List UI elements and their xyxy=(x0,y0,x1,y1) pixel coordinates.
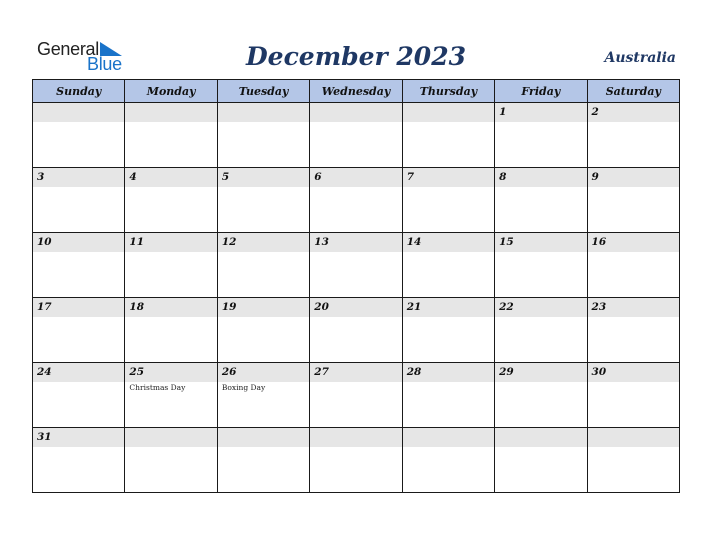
day-number-bar xyxy=(218,298,309,317)
day-number: 6 xyxy=(314,171,322,183)
day-number-bar xyxy=(218,103,309,122)
day-cell xyxy=(217,168,309,233)
day-cell xyxy=(310,363,402,428)
day-cell xyxy=(217,298,309,363)
weekday-friday: Friday xyxy=(495,80,587,103)
day-number-bar xyxy=(33,298,124,317)
day-number: 29 xyxy=(499,366,514,378)
country-label: Australia xyxy=(604,50,676,66)
day-cell xyxy=(587,168,679,233)
day-cell xyxy=(402,363,494,428)
day-cell xyxy=(217,233,309,298)
day-number: 1 xyxy=(499,106,507,118)
day-cell xyxy=(310,233,402,298)
holiday-label: Christmas Day xyxy=(129,383,186,392)
day-number: 4 xyxy=(129,171,137,183)
day-number-bar xyxy=(495,428,586,447)
day-number-bar xyxy=(33,233,124,252)
day-cell xyxy=(402,233,494,298)
day-cell xyxy=(587,103,679,168)
day-cell xyxy=(495,363,587,428)
day-number: 5 xyxy=(221,171,230,183)
day-number: 22 xyxy=(499,301,514,313)
day-cell xyxy=(310,428,402,493)
day-number-bar xyxy=(125,233,216,252)
day-number: 3 xyxy=(37,171,45,183)
weekday-wednesday: Wednesday xyxy=(310,80,402,103)
brand-logo xyxy=(37,38,137,74)
day-number: 24 xyxy=(37,366,52,378)
day-number-bar xyxy=(588,168,679,187)
day-cell xyxy=(310,168,402,233)
logo-word-blue: Blue xyxy=(87,54,122,74)
day-number: 11 xyxy=(129,236,145,248)
day-cell xyxy=(125,168,217,233)
weekday-thursday: Thursday xyxy=(402,80,494,103)
day-cell xyxy=(402,103,494,168)
day-cell xyxy=(217,103,309,168)
weekday-header-row xyxy=(33,80,680,103)
day-number-bar xyxy=(495,363,586,382)
day-number: 16 xyxy=(591,236,607,248)
day-cell xyxy=(33,233,125,298)
day-number-bar xyxy=(588,233,679,252)
day-number-bar xyxy=(218,363,309,382)
calendar-title: December 2023 xyxy=(245,42,466,71)
day-cell xyxy=(587,363,679,428)
day-cell xyxy=(587,428,679,493)
day-cell xyxy=(402,298,494,363)
day-cell xyxy=(587,298,679,363)
day-cell xyxy=(402,428,494,493)
day-cell xyxy=(33,298,125,363)
day-number-bar xyxy=(218,168,309,187)
day-number-bar xyxy=(125,428,216,447)
day-number-bar xyxy=(125,103,216,122)
day-number-bar xyxy=(588,363,679,382)
day-cell xyxy=(33,168,125,233)
day-number-bar xyxy=(125,168,216,187)
day-number: 21 xyxy=(406,301,422,313)
day-number-bar xyxy=(403,233,494,252)
day-number-bar xyxy=(33,428,124,447)
day-number: 27 xyxy=(314,366,329,378)
day-cell xyxy=(125,363,217,428)
day-cell xyxy=(125,428,217,493)
week-row xyxy=(33,233,680,298)
day-number-bar xyxy=(403,168,494,187)
day-number: 31 xyxy=(37,431,52,443)
day-number: 12 xyxy=(221,236,237,248)
day-number-bar xyxy=(125,298,216,317)
day-number: 19 xyxy=(221,301,237,313)
day-cell xyxy=(125,233,217,298)
day-number-bar xyxy=(495,103,586,122)
day-cell xyxy=(310,103,402,168)
day-number-bar xyxy=(218,428,309,447)
day-number: 2 xyxy=(591,106,599,118)
day-number: 28 xyxy=(406,366,422,378)
day-cell xyxy=(217,363,309,428)
day-number: 23 xyxy=(591,301,607,313)
day-number-bar xyxy=(218,233,309,252)
day-cell xyxy=(495,233,587,298)
day-cell xyxy=(33,363,125,428)
day-number-bar xyxy=(588,428,679,447)
weekday-sunday: Sunday xyxy=(33,80,125,103)
day-number-bar xyxy=(495,233,586,252)
weekday-saturday: Saturday xyxy=(587,80,679,103)
day-number: 25 xyxy=(129,366,145,378)
day-cell xyxy=(33,103,125,168)
week-row xyxy=(33,363,680,428)
day-number-bar xyxy=(310,428,401,447)
day-number: 17 xyxy=(37,301,52,313)
day-number-bar xyxy=(33,168,124,187)
day-cell xyxy=(495,103,587,168)
day-number-bar xyxy=(310,233,401,252)
day-cell xyxy=(125,103,217,168)
day-number: 13 xyxy=(314,236,329,248)
weekday-tuesday: Tuesday xyxy=(217,80,309,103)
day-number: 8 xyxy=(499,171,507,183)
day-number: 14 xyxy=(406,236,422,248)
week-row xyxy=(33,103,680,168)
day-number-bar xyxy=(125,363,216,382)
day-number: 15 xyxy=(499,236,514,248)
day-number-bar xyxy=(403,363,494,382)
day-number: 9 xyxy=(591,171,599,183)
week-row xyxy=(33,168,680,233)
day-cell xyxy=(495,298,587,363)
weekday-monday: Monday xyxy=(125,80,217,103)
day-number: 18 xyxy=(129,301,145,313)
day-number-bar xyxy=(403,428,494,447)
day-number-bar xyxy=(495,168,586,187)
day-number-bar xyxy=(33,103,124,122)
day-number-bar xyxy=(310,168,401,187)
day-cell xyxy=(33,428,125,493)
day-cell xyxy=(495,168,587,233)
day-number-bar xyxy=(495,298,586,317)
day-cell xyxy=(495,428,587,493)
day-number-bar xyxy=(403,298,494,317)
day-number: 10 xyxy=(37,236,52,248)
logo-word-general: General xyxy=(37,39,99,59)
month-calendar xyxy=(32,79,680,493)
holiday-label: Boxing Day xyxy=(221,383,266,392)
day-number: 20 xyxy=(314,301,329,313)
day-number: 30 xyxy=(591,366,607,378)
week-row xyxy=(33,428,680,493)
day-number-bar xyxy=(310,298,401,317)
day-cell xyxy=(587,233,679,298)
day-cell xyxy=(125,298,217,363)
day-number-bar xyxy=(588,103,679,122)
day-cell xyxy=(402,168,494,233)
day-cell xyxy=(217,428,309,493)
day-number-bar xyxy=(588,298,679,317)
day-number: 26 xyxy=(221,366,237,378)
day-number-bar xyxy=(33,363,124,382)
week-row xyxy=(33,298,680,363)
day-cell xyxy=(310,298,402,363)
day-number-bar xyxy=(310,103,401,122)
day-number-bar xyxy=(310,363,401,382)
day-number: 7 xyxy=(406,171,414,183)
day-number-bar xyxy=(403,103,494,122)
